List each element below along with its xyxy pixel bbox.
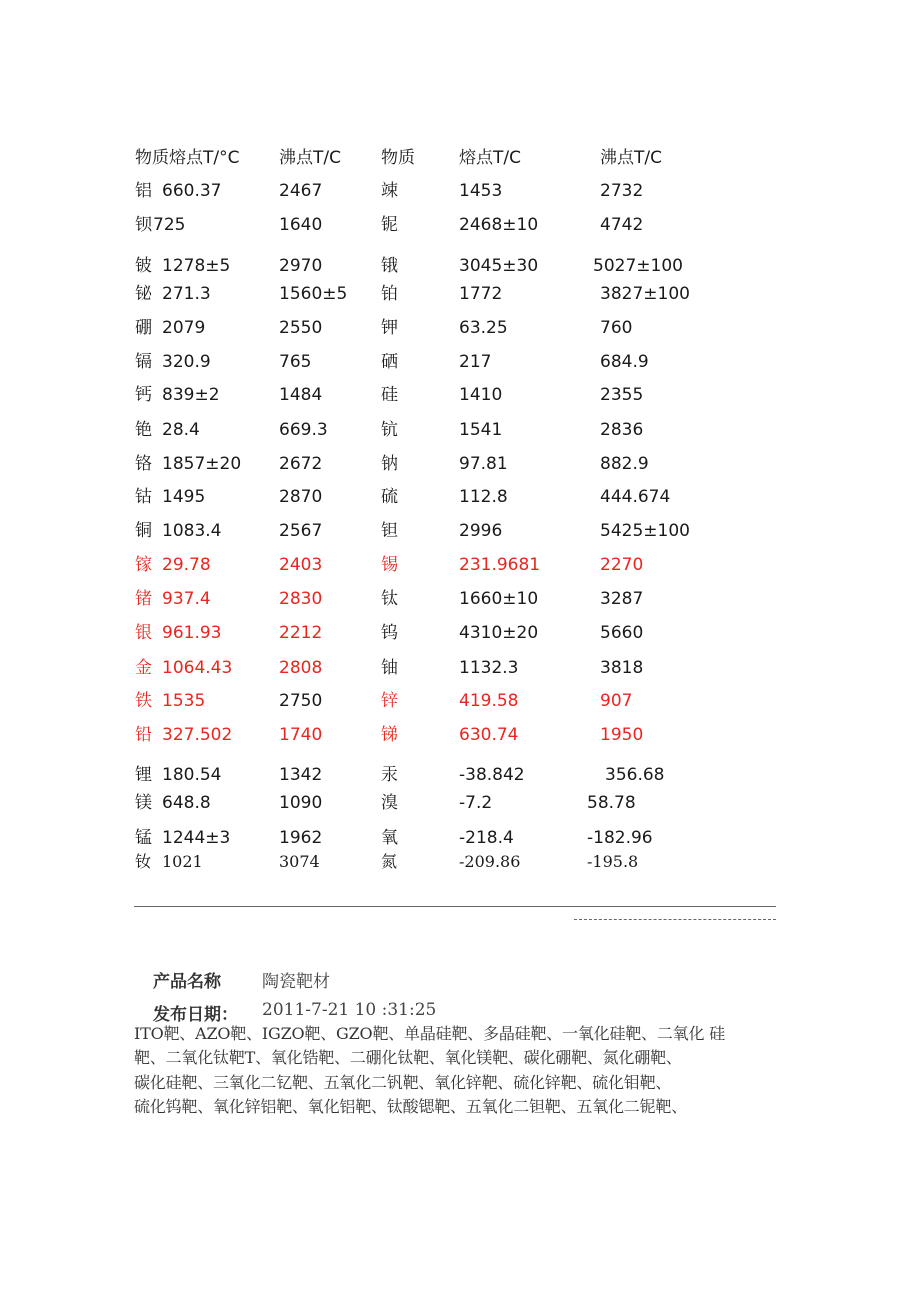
melting-point-1: 1495 bbox=[162, 487, 206, 507]
boiling-point-1: 2870 bbox=[279, 487, 323, 507]
melting-point-2: 4310±20 bbox=[459, 623, 539, 643]
element-name-2: 铌 bbox=[381, 215, 398, 235]
melting-point-1: 839±2 bbox=[162, 385, 220, 405]
publish-date-value: 2011-7-21 10 :31:25 bbox=[262, 1000, 437, 1020]
boiling-point-2: 684.9 bbox=[600, 352, 649, 372]
boiling-point-2: 5027±100 bbox=[593, 256, 683, 276]
melting-point-1: 1535 bbox=[162, 691, 206, 711]
element-name-2: 锌 bbox=[381, 691, 398, 711]
melting-point-1: 961.93 bbox=[162, 623, 222, 643]
melting-point-1: 28.4 bbox=[162, 420, 200, 440]
element-name-1: 钕 bbox=[135, 852, 152, 871]
boiling-point-2: -182.96 bbox=[587, 828, 653, 848]
boiling-point-1: 2808 bbox=[279, 658, 323, 678]
header-substance-melting-point: 物质熔点T/°C bbox=[135, 148, 240, 168]
boiling-point-1: 1962 bbox=[279, 828, 323, 848]
element-name-2: 氮 bbox=[381, 852, 398, 871]
element-name-1: 锰 bbox=[135, 828, 152, 848]
element-name-1: 钡 bbox=[135, 215, 152, 235]
element-name-2: 汞 bbox=[381, 765, 398, 785]
element-name-1: 钙 bbox=[135, 385, 152, 405]
melting-point-2: 2468±10 bbox=[459, 215, 539, 235]
element-name-1: 镉 bbox=[135, 352, 152, 372]
melting-point-2: 419.58 bbox=[459, 691, 519, 711]
melting-point-2: -7.2 bbox=[459, 793, 493, 813]
element-name-2: 硅 bbox=[381, 385, 398, 405]
element-name-1: 铋 bbox=[135, 284, 152, 304]
product-name-label: 产品名称 bbox=[153, 972, 221, 992]
boiling-point-2: 2732 bbox=[600, 181, 644, 201]
header-boiling-point-1: 沸点T/C bbox=[279, 148, 341, 168]
boiling-point-1: 2403 bbox=[279, 555, 323, 575]
melting-point-2: 2996 bbox=[459, 521, 503, 541]
boiling-point-2: 58.78 bbox=[587, 793, 636, 813]
element-name-2: 铀 bbox=[381, 658, 398, 678]
element-name-2: 竦 bbox=[381, 181, 398, 201]
melting-point-1: 1278±5 bbox=[162, 256, 231, 276]
divider-line bbox=[134, 906, 776, 907]
header-substance-2: 物质 bbox=[381, 148, 415, 168]
boiling-point-1: 2750 bbox=[279, 691, 323, 711]
header-boiling-point-2: 沸点T/C bbox=[600, 148, 662, 168]
element-name-2: 钪 bbox=[381, 420, 398, 440]
element-name-2: 锑 bbox=[381, 725, 398, 745]
boiling-point-1: 1640 bbox=[279, 215, 323, 235]
melting-point-1: 648.8 bbox=[162, 793, 211, 813]
boiling-point-1: 765 bbox=[279, 352, 312, 372]
element-name-1: 钴 bbox=[135, 487, 152, 507]
boiling-point-1: 1560±5 bbox=[279, 284, 348, 304]
element-name-1: 锂 bbox=[135, 765, 152, 785]
header-melting-point-2: 熔点T/C bbox=[459, 148, 521, 168]
melting-point-2: 1660±10 bbox=[459, 589, 539, 609]
boiling-point-2: 907 bbox=[600, 691, 633, 711]
melting-point-1: 660.37 bbox=[162, 181, 222, 201]
melting-point-1: 29.78 bbox=[162, 555, 211, 575]
melting-point-2: 1132.3 bbox=[459, 658, 519, 678]
element-name-2: 钽 bbox=[381, 521, 398, 541]
melting-point-1: 1021 bbox=[162, 852, 203, 871]
melting-point-1: 327.502 bbox=[162, 725, 233, 745]
boiling-point-2: 3827±100 bbox=[600, 284, 690, 304]
melting-point-1: 1064.43 bbox=[162, 658, 233, 678]
melting-point-1: 180.54 bbox=[162, 765, 222, 785]
boiling-point-1: 1342 bbox=[279, 765, 323, 785]
boiling-point-1: 2567 bbox=[279, 521, 323, 541]
element-name-2: 锇 bbox=[381, 256, 398, 276]
boiling-point-2: 882.9 bbox=[600, 454, 649, 474]
element-name-1: 镁 bbox=[135, 793, 152, 813]
boiling-point-2: 3818 bbox=[600, 658, 644, 678]
element-name-2: 铂 bbox=[381, 284, 398, 304]
element-name-1: 铬 bbox=[135, 454, 152, 474]
boiling-point-2: 1950 bbox=[600, 725, 644, 745]
element-name-2: 钨 bbox=[381, 623, 398, 643]
boiling-point-1: 2830 bbox=[279, 589, 323, 609]
boiling-point-2: -195.8 bbox=[587, 852, 639, 871]
element-name-2: 钛 bbox=[381, 589, 398, 609]
melting-point-1: 271.3 bbox=[162, 284, 211, 304]
melting-point-2: 3045±30 bbox=[459, 256, 539, 276]
melting-point-2: 1541 bbox=[459, 420, 503, 440]
divider-dashed-line bbox=[574, 919, 776, 920]
element-name-1: 金 bbox=[135, 658, 152, 678]
boiling-point-2: 356.68 bbox=[605, 765, 665, 785]
melting-point-2: 63.25 bbox=[459, 318, 508, 338]
element-name-1: 铅 bbox=[135, 725, 152, 745]
element-name-1: 铝 bbox=[135, 181, 152, 201]
publish-date-label: 发布日期： bbox=[153, 1005, 238, 1025]
boiling-point-2: 2836 bbox=[600, 420, 644, 440]
element-name-1: 锗 bbox=[135, 589, 152, 609]
melting-point-1: 1857±20 bbox=[162, 454, 242, 474]
boiling-point-1: 2672 bbox=[279, 454, 323, 474]
boiling-point-2: 3287 bbox=[600, 589, 644, 609]
melting-point-2: 1772 bbox=[459, 284, 503, 304]
melting-point-1: 937.4 bbox=[162, 589, 211, 609]
element-name-2: 钾 bbox=[381, 318, 398, 338]
melting-point-2: -218.4 bbox=[459, 828, 514, 848]
melting-point-1: 320.9 bbox=[162, 352, 211, 372]
boiling-point-2: 2355 bbox=[600, 385, 644, 405]
boiling-point-1: 2970 bbox=[279, 256, 323, 276]
product-description bbox=[134, 1022, 784, 1120]
boiling-point-1: 1090 bbox=[279, 793, 323, 813]
melting-point-1: 725 bbox=[153, 215, 186, 235]
melting-point-2: 1410 bbox=[459, 385, 503, 405]
boiling-point-1: 3074 bbox=[279, 852, 320, 871]
melting-point-2: 231.9681 bbox=[459, 555, 541, 575]
element-name-1: 铯 bbox=[135, 420, 152, 440]
boiling-point-2: 444.674 bbox=[600, 487, 671, 507]
element-name-1: 硼 bbox=[135, 318, 152, 338]
melting-point-1: 1244±3 bbox=[162, 828, 231, 848]
boiling-point-2: 760 bbox=[600, 318, 633, 338]
element-name-1: 镓 bbox=[135, 555, 152, 575]
melting-point-2: 97.81 bbox=[459, 454, 508, 474]
boiling-point-1: 1740 bbox=[279, 725, 323, 745]
boiling-point-1: 669.3 bbox=[279, 420, 328, 440]
element-name-1: 铁 bbox=[135, 691, 152, 711]
melting-point-2: 1453 bbox=[459, 181, 503, 201]
melting-point-2: 112.8 bbox=[459, 487, 508, 507]
element-name-1: 铍 bbox=[135, 256, 152, 276]
description-line-4: 硫化钨靶、氧化锌铝靶、氧化铝靶、钛酸锶靶、五氧化二钽靶、五氧化二铌靶、 bbox=[134, 1097, 688, 1117]
melting-point-1: 2079 bbox=[162, 318, 206, 338]
boiling-point-2: 5660 bbox=[600, 623, 644, 643]
element-name-2: 溴 bbox=[381, 793, 398, 813]
element-name-1: 银 bbox=[135, 623, 152, 643]
description-line-2: 靶、二氧化钛靶T、氧化锆靶、二硼化钛靶、氧化镁靶、碳化硼靶、氮化硼靶、 bbox=[134, 1048, 682, 1068]
element-name-2: 锡 bbox=[381, 555, 398, 575]
melting-point-1: 1083.4 bbox=[162, 521, 222, 541]
boiling-point-1: 2467 bbox=[279, 181, 323, 201]
description-line-3: 碳化硅靶、三氧化二钇靶、五氧化二钒靶、氧化锌靶、硫化锌靶、硫化钼靶、 bbox=[134, 1072, 672, 1092]
boiling-point-2: 4742 bbox=[600, 215, 644, 235]
description-line-1: ITO靶、AZO靶、IGZO靶、GZO靶、单晶硅靶、多晶硅靶、一氧化硅靶、二氧化 硅 bbox=[134, 1024, 725, 1043]
element-name-2: 氧 bbox=[381, 828, 398, 848]
melting-point-2: -209.86 bbox=[459, 852, 521, 871]
element-name-1: 铜 bbox=[135, 521, 152, 541]
boiling-point-1: 2550 bbox=[279, 318, 323, 338]
boiling-point-1: 2212 bbox=[279, 623, 323, 643]
melting-point-2: -38.842 bbox=[459, 765, 525, 785]
melting-point-2: 630.74 bbox=[459, 725, 519, 745]
product-name-value: 陶瓷靶材 bbox=[262, 972, 330, 992]
element-name-2: 硒 bbox=[381, 352, 398, 372]
melting-point-2: 217 bbox=[459, 352, 492, 372]
boiling-point-2: 5425±100 bbox=[600, 521, 690, 541]
element-name-2: 钠 bbox=[381, 454, 398, 474]
boiling-point-1: 1484 bbox=[279, 385, 323, 405]
element-name-2: 硫 bbox=[381, 487, 398, 507]
boiling-point-2: 2270 bbox=[600, 555, 644, 575]
